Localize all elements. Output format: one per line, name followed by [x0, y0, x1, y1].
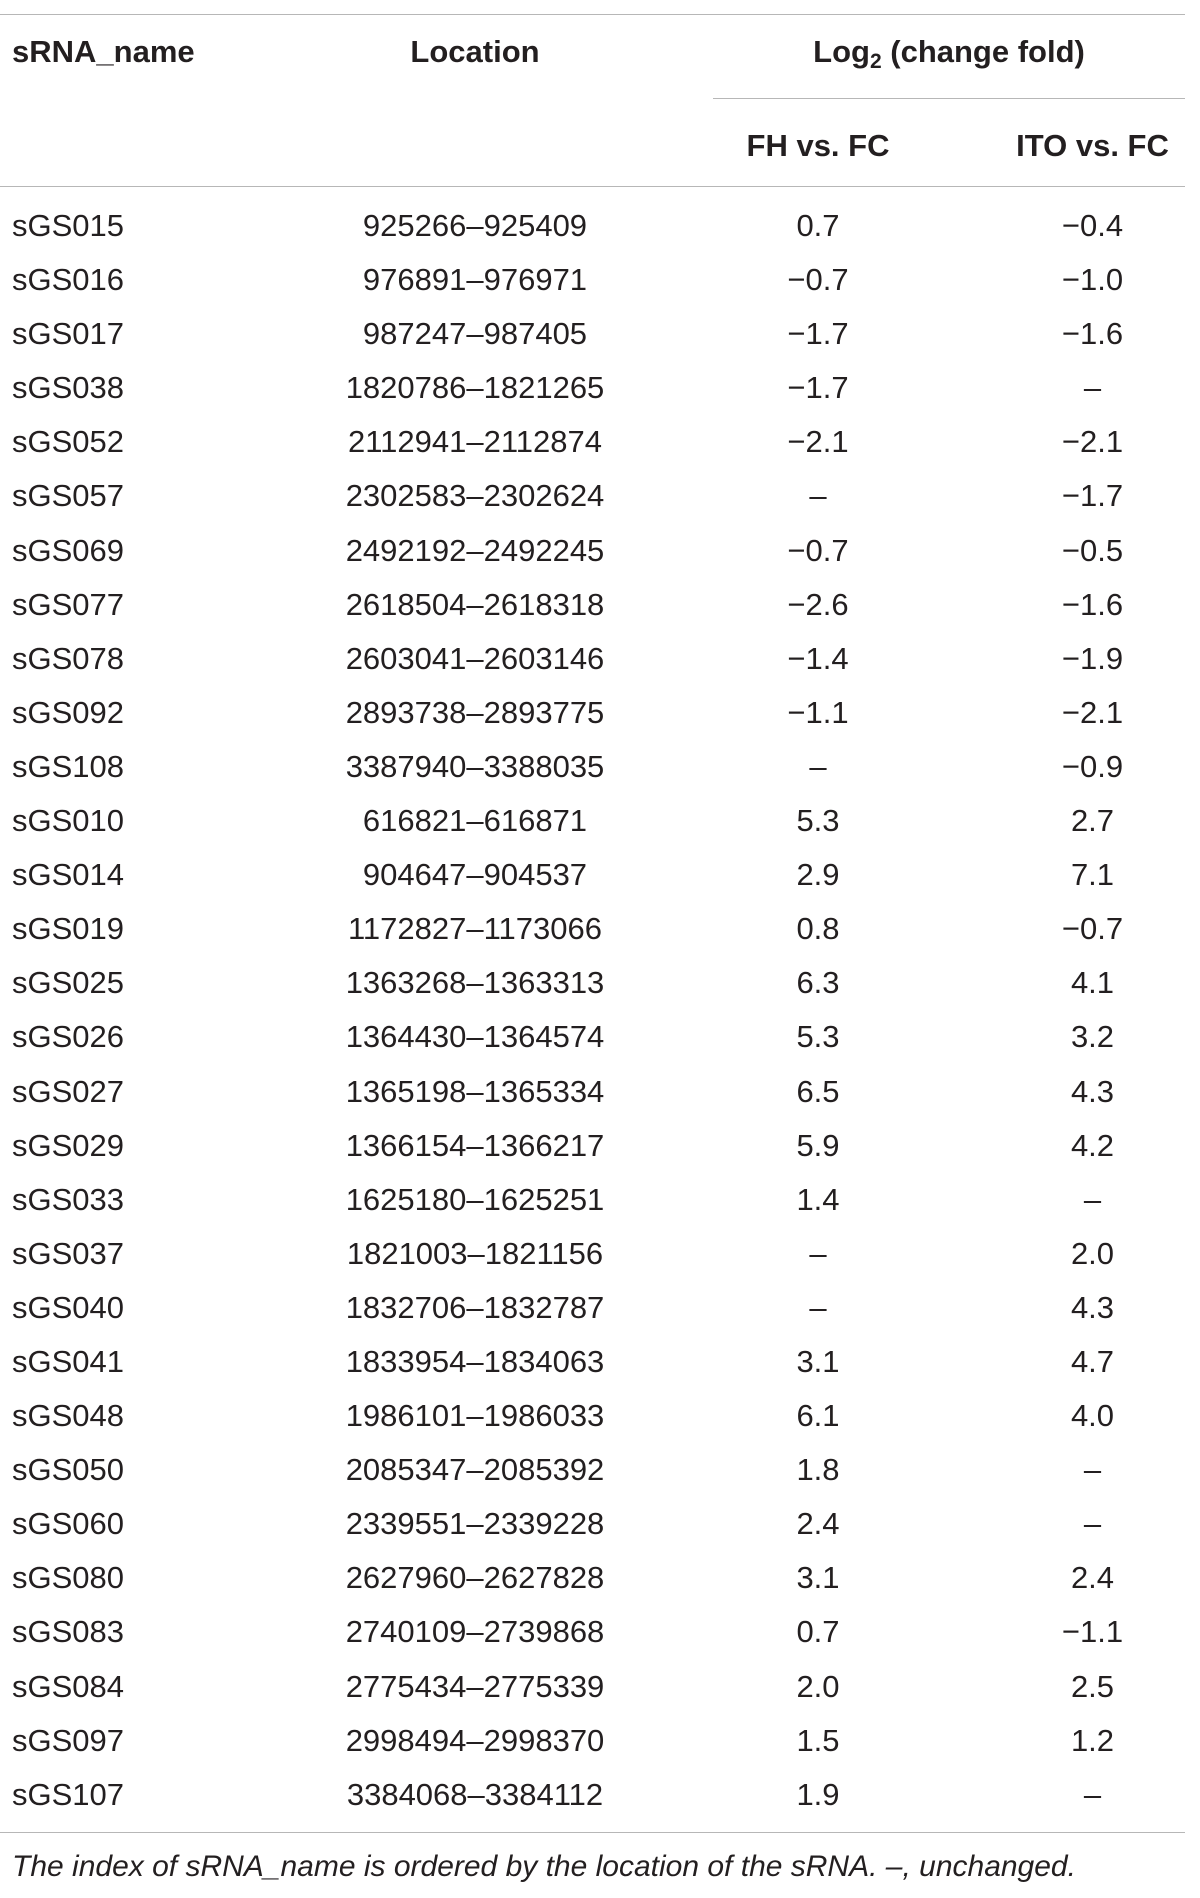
header-log-text: Log	[813, 34, 870, 69]
cell-location: 1366154–1366217	[345, 1127, 605, 1163]
table-row	[0, 1180, 1185, 1234]
table-row	[0, 368, 1185, 422]
cell-location: 904647–904537	[362, 857, 588, 893]
cell-location: 3387940–3388035	[345, 748, 605, 784]
cell-location: 2492192–2492245	[345, 532, 605, 568]
cell-fh-vs-fc: −1.1	[787, 694, 849, 730]
cell-location: 1363268–1363313	[345, 965, 605, 1001]
cell-location: 616821–616871	[362, 803, 588, 839]
cell-ito-vs-fc: 4.0	[1070, 1398, 1115, 1434]
cell-location: 2112941–2112874	[347, 424, 602, 460]
cell-ito-vs-fc: −1.0	[1061, 262, 1124, 298]
cell-location: 976891–976971	[362, 262, 588, 298]
cell-srna-name: sGS092	[12, 694, 125, 730]
header-group-rule	[713, 98, 1185, 99]
cell-srna-name: sGS052	[12, 424, 125, 460]
cell-srna-name: sGS038	[12, 370, 125, 406]
cell-ito-vs-fc: 2.0	[1070, 1235, 1115, 1271]
cell-fh-vs-fc: 3.1	[796, 1560, 840, 1596]
header-srna-name: sRNA_name	[12, 34, 195, 69]
cell-ito-vs-fc: −0.5	[1061, 532, 1124, 568]
cell-location: 2339551–2339228	[345, 1506, 605, 1542]
cell-location: 1364430–1364574	[345, 1019, 605, 1055]
cell-ito-vs-fc: 4.2	[1070, 1127, 1115, 1163]
header-change-fold-text: (change fold)	[881, 34, 1085, 69]
cell-srna-name: sGS069	[12, 532, 125, 568]
cell-fh-vs-fc: −1.7	[787, 370, 849, 406]
cell-ito-vs-fc: −2.1	[1061, 694, 1124, 730]
cell-location: 1625180–1625251	[345, 1181, 605, 1217]
cell-ito-vs-fc: −1.7	[1061, 478, 1124, 514]
table-row	[0, 1721, 1185, 1775]
table-row	[0, 1558, 1185, 1612]
cell-ito-vs-fc: 2.7	[1070, 803, 1115, 839]
cell-fh-vs-fc: 6.3	[796, 965, 840, 1001]
cell-ito-vs-fc: 2.4	[1070, 1560, 1115, 1596]
cell-ito-vs-fc: −0.7	[1061, 911, 1124, 947]
cell-srna-name: sGS108	[12, 748, 125, 784]
cell-location: 1821003–1821156	[346, 1235, 604, 1271]
cell-location: 1820786–1821265	[345, 370, 605, 406]
cell-ito-vs-fc: 2.5	[1070, 1668, 1115, 1704]
cell-ito-vs-fc: −1.1	[1061, 1614, 1124, 1650]
cell-fh-vs-fc: 5.9	[796, 1127, 840, 1163]
header-ito-vs-fc: ITO vs. FC	[1016, 128, 1169, 163]
cell-srna-name: sGS050	[12, 1452, 125, 1488]
cell-location: 2085347–2085392	[345, 1452, 605, 1488]
table-row	[0, 1288, 1185, 1342]
cell-srna-name: sGS015	[12, 208, 125, 243]
cell-srna-name: sGS077	[12, 586, 125, 622]
cell-fh-vs-fc: –	[809, 1289, 827, 1325]
cell-fh-vs-fc: 1.4	[796, 1181, 840, 1217]
cell-srna-name: sGS025	[12, 965, 125, 1001]
cell-location: 1365198–1365334	[345, 1073, 605, 1109]
cell-fh-vs-fc: −2.6	[787, 586, 849, 622]
table-row	[0, 963, 1185, 1017]
table-row	[0, 693, 1185, 747]
cell-fh-vs-fc: 6.1	[796, 1398, 840, 1434]
table-row	[0, 1072, 1185, 1126]
cell-fh-vs-fc: 2.4	[796, 1506, 840, 1542]
cell-ito-vs-fc: –	[1083, 1506, 1102, 1542]
cell-srna-name: sGS040	[12, 1289, 125, 1325]
table-row	[0, 639, 1185, 693]
cell-ito-vs-fc: 4.7	[1070, 1343, 1115, 1379]
cell-location: 2603041–2603146	[345, 640, 605, 676]
cell-srna-name: sGS026	[12, 1019, 125, 1055]
cell-location: 2998494–2998370	[345, 1722, 605, 1758]
cell-srna-name: sGS037	[12, 1235, 125, 1271]
cell-fh-vs-fc: 0.8	[796, 911, 840, 947]
cell-ito-vs-fc: −1.6	[1061, 586, 1124, 622]
table-row	[0, 1504, 1185, 1558]
cell-fh-vs-fc: 1.8	[796, 1452, 840, 1488]
cell-ito-vs-fc: 7.1	[1070, 857, 1115, 893]
cell-location: 1833954–1834063	[345, 1343, 605, 1379]
cell-location: 2775434–2775339	[345, 1668, 605, 1704]
table-row	[0, 476, 1185, 530]
table-row	[0, 747, 1185, 801]
cell-srna-name: sGS027	[12, 1073, 125, 1109]
cell-ito-vs-fc: −0.4	[1061, 208, 1124, 243]
cell-ito-vs-fc: 4.3	[1070, 1289, 1115, 1325]
cell-ito-vs-fc: –	[1083, 370, 1102, 406]
cell-srna-name: sGS084	[12, 1668, 125, 1704]
header-location: Location	[410, 34, 540, 69]
cell-srna-name: sGS060	[12, 1506, 125, 1542]
table-bottom-rule	[0, 1832, 1185, 1833]
cell-fh-vs-fc: 5.3	[796, 803, 840, 839]
cell-srna-name: sGS014	[12, 857, 125, 893]
cell-srna-name: sGS033	[12, 1181, 125, 1217]
cell-srna-name: sGS041	[12, 1343, 125, 1379]
cell-ito-vs-fc: 4.3	[1070, 1073, 1115, 1109]
cell-fh-vs-fc: 1.5	[796, 1722, 840, 1758]
cell-location: 1986101–1986033	[345, 1398, 605, 1434]
cell-srna-name: sGS083	[12, 1614, 125, 1650]
cell-fh-vs-fc: −0.7	[787, 532, 849, 568]
table-footnote: The index of sRNA_name is ordered by the location of the sRNA. –, unchanged.	[12, 1850, 1076, 1883]
cell-location: 987247–987405	[362, 316, 588, 352]
cell-srna-name: sGS107	[12, 1776, 125, 1812]
cell-srna-name: sGS057	[12, 478, 125, 514]
table-row	[0, 585, 1185, 639]
table-row	[0, 531, 1185, 585]
cell-location: 2618504–2618318	[345, 586, 605, 622]
table-top-rule	[0, 14, 1185, 15]
cell-fh-vs-fc: 0.7	[796, 1614, 840, 1650]
table-row	[0, 1450, 1185, 1504]
cell-srna-name: sGS019	[12, 911, 125, 947]
cell-fh-vs-fc: 6.5	[796, 1073, 840, 1109]
table-body	[0, 206, 1185, 1829]
cell-ito-vs-fc: 4.1	[1070, 965, 1115, 1001]
table-row	[0, 855, 1185, 909]
cell-fh-vs-fc: –	[809, 478, 827, 514]
table-row	[0, 1396, 1185, 1450]
cell-srna-name: sGS097	[12, 1722, 125, 1758]
cell-srna-name: sGS010	[12, 803, 125, 839]
cell-ito-vs-fc: −0.9	[1061, 748, 1124, 784]
table-row	[0, 1667, 1185, 1721]
cell-fh-vs-fc: −1.7	[787, 316, 849, 352]
header-log2-change-fold	[713, 34, 1185, 73]
cell-location: 1832706–1832787	[345, 1289, 605, 1325]
cell-location: 925266–925409	[362, 208, 588, 243]
cell-location: 3384068–3384112	[346, 1776, 604, 1812]
cell-fh-vs-fc: 1.9	[796, 1776, 840, 1812]
table-row	[0, 1234, 1185, 1288]
cell-srna-name: sGS078	[12, 640, 125, 676]
table-row	[0, 422, 1185, 476]
cell-srna-name: sGS029	[12, 1127, 125, 1163]
cell-fh-vs-fc: 2.0	[796, 1668, 840, 1704]
cell-ito-vs-fc: –	[1083, 1181, 1102, 1217]
table-row	[0, 1775, 1185, 1829]
cell-ito-vs-fc: −1.9	[1061, 640, 1124, 676]
cell-location: 2627960–2627828	[345, 1560, 605, 1596]
cell-fh-vs-fc: –	[809, 1235, 827, 1271]
header-bottom-rule	[0, 186, 1185, 187]
cell-srna-name: sGS016	[12, 262, 125, 298]
cell-fh-vs-fc: −2.1	[787, 424, 849, 460]
cell-fh-vs-fc: 2.9	[796, 857, 840, 893]
cell-fh-vs-fc: 3.1	[796, 1343, 840, 1379]
cell-srna-name: sGS048	[12, 1398, 125, 1434]
cell-location: 2740109–2739868	[345, 1614, 605, 1650]
cell-ito-vs-fc: 3.2	[1070, 1019, 1115, 1055]
cell-location: 1172827–1173066	[347, 911, 602, 947]
table-row	[0, 1612, 1185, 1666]
table-row	[0, 260, 1185, 314]
cell-srna-name: sGS017	[12, 316, 125, 352]
cell-srna-name: sGS080	[12, 1560, 125, 1596]
cell-fh-vs-fc: 5.3	[796, 1019, 840, 1055]
cell-fh-vs-fc: −0.7	[787, 262, 849, 298]
cell-fh-vs-fc: 0.7	[796, 208, 840, 243]
header-log-subscript: 2	[869, 50, 882, 73]
cell-ito-vs-fc: –	[1083, 1776, 1102, 1812]
cell-location: 2893738–2893775	[345, 694, 605, 730]
table-row	[0, 909, 1185, 963]
table-row	[0, 206, 1185, 260]
table-row	[0, 1017, 1185, 1071]
cell-fh-vs-fc: –	[809, 748, 827, 784]
cell-ito-vs-fc: –	[1083, 1452, 1102, 1488]
cell-ito-vs-fc: 1.2	[1070, 1722, 1115, 1758]
table-row	[0, 1126, 1185, 1180]
cell-ito-vs-fc: −2.1	[1061, 424, 1124, 460]
header-fh-vs-fc: FH vs. FC	[746, 128, 890, 163]
cell-fh-vs-fc: −1.4	[787, 640, 849, 676]
cell-ito-vs-fc: −1.6	[1061, 316, 1124, 352]
table-row	[0, 314, 1185, 368]
table-row	[0, 1342, 1185, 1396]
table-row	[0, 801, 1185, 855]
cell-location: 2302583–2302624	[345, 478, 605, 514]
